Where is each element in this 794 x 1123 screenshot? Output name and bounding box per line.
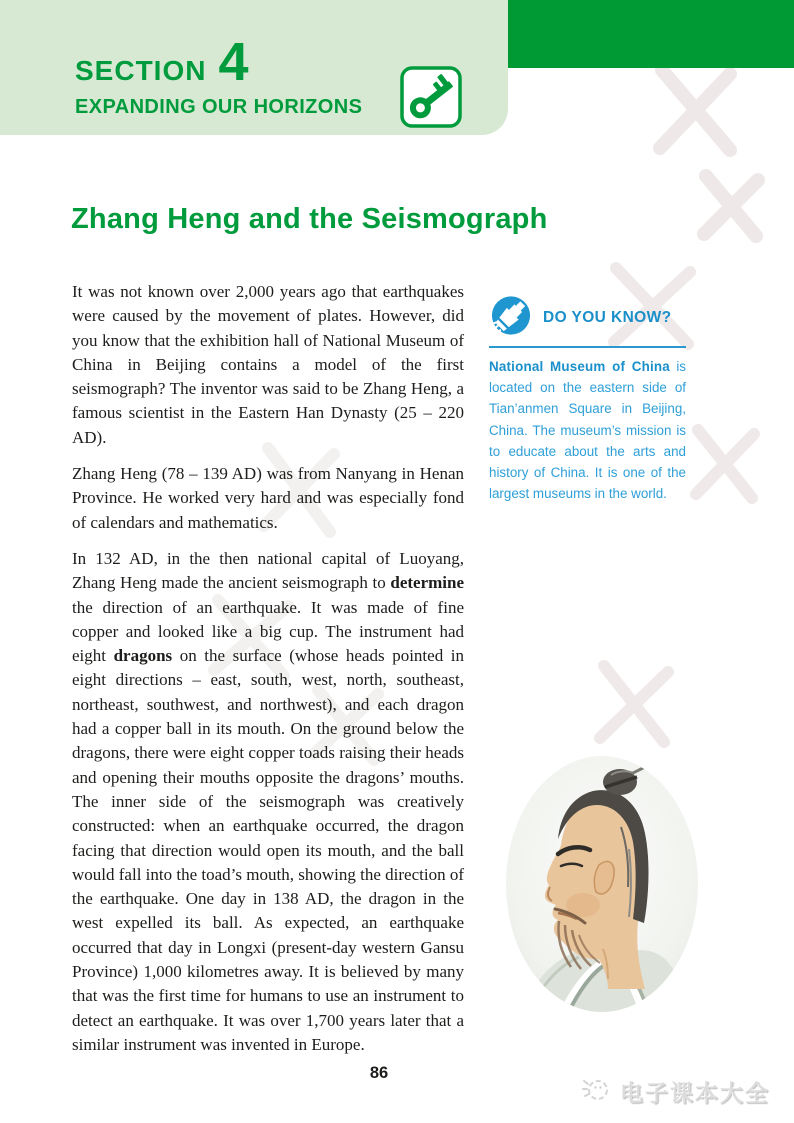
publisher-watermark: [581, 1074, 770, 1109]
article-paragraph: It was not known over 2,000 years ago that earthquakes were caused by the movement of plates. However, did you know that the exhibition hall of National Museum of China in Beijing contains a model of the first seismograph? The inventor was said to be Zhang Heng, a famous scientist in the Eastern Han Dynasty (25 – 220 AD).: [72, 282, 464, 447]
section-title: [75, 32, 249, 92]
section-label: SECTION: [75, 55, 207, 86]
do-you-know-body: is located on the eastern side of Tian’anmen Square in Beijing, China. The museum’s mission is to educate about the arts and history of China. It is one of the largest museums in the world.: [489, 359, 686, 502]
watermark-logo-icon: [581, 1074, 611, 1109]
key-icon: [400, 66, 462, 128]
spyglass-icon: [489, 293, 534, 343]
do-you-know-box: [489, 293, 686, 504]
section-subtitle: EXPANDING OUR HORIZONS: [75, 96, 363, 118]
do-you-know-lead: National Museum of China: [489, 359, 670, 374]
article-title: Zhang Heng and the Seismograph: [71, 203, 548, 235]
do-you-know-divider: [489, 346, 686, 348]
do-you-know-title: DO YOU KNOW?: [543, 309, 672, 326]
zhang-heng-portrait: [503, 753, 701, 1015]
do-you-know-header: [489, 293, 686, 343]
do-you-know-text: [489, 356, 686, 504]
article-body: [72, 280, 464, 1069]
section-number: 4: [218, 32, 249, 92]
watermark-text: 电子课本大全: [620, 1080, 770, 1106]
article-paragraph: In 132 AD, in the then national capital of Luoyang, Zhang Heng made the ancient seismograph to determine the direction of an earthquake. It was made of fine copper and looked like a big cup. The instrument had eight dragons on the surface (whose heads pointed in eight directions – east, south, west, north, southeast, northeast, southwest, and northwest), and each dragon had a copper ball in its mouth. On the ground below the dragons, there were eight copper toads raising their heads and opening their mouths opposite the dragons’ mouths. The inner side of the seismograph was creatively constructed: when an earthquake occurred, the dragon facing that direction would open its mouth, and the ball would fall into the toad’s mouth, showing the direction of the earthquake. One day in 138 AD, the dragon in the west expelled its ball. As expected, an earthquake occurred that day in Longxi (present-day western Gansu Province) 1,000 kilometres away. It is believed by many that was the first time for humans to use an instrument to detect an earthquake. It was over 1,700 years later that a similar instrument was invented in Europe.: [72, 548, 464, 1054]
top-green-bar: [508, 0, 794, 68]
page-number: 86: [369, 1064, 389, 1082]
article-paragraph: Zhang Heng (78 – 139 AD) was from Nanyang in Henan Province. He worked very hard and was especially fond of calendars and mathematics.: [72, 464, 464, 532]
